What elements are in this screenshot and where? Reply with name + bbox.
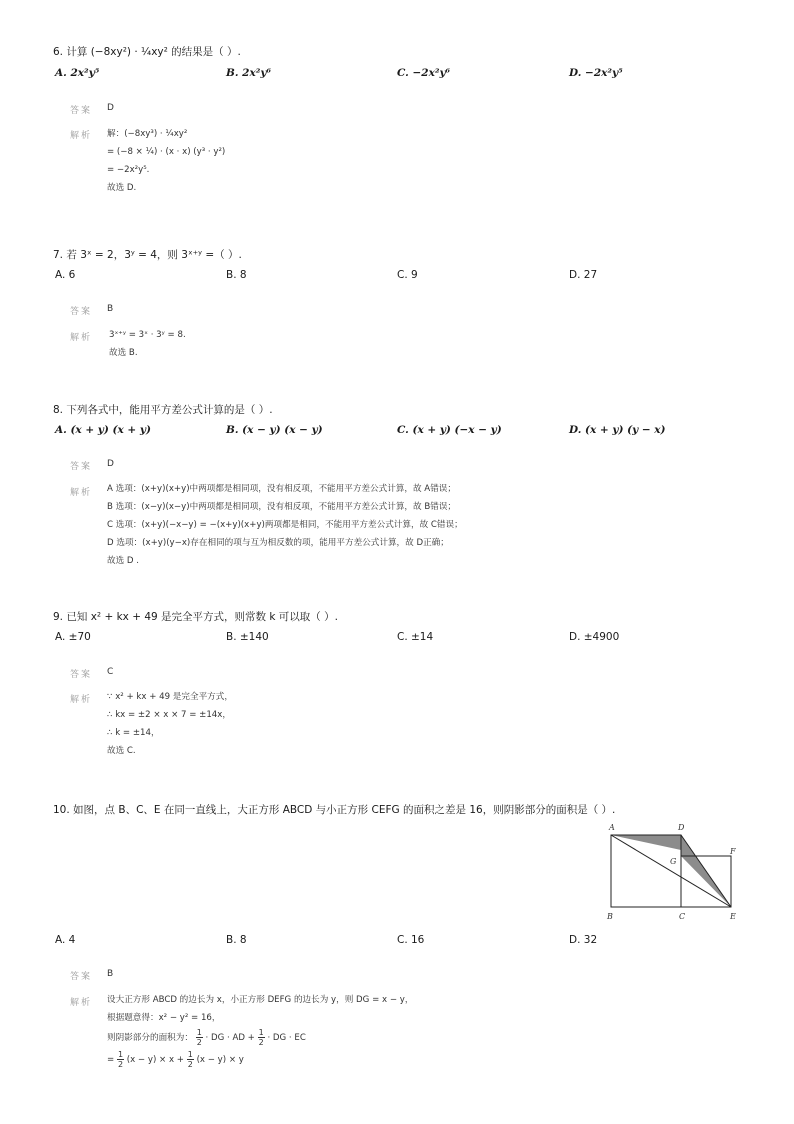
q7-solution-line: 故选 B.: [109, 348, 138, 358]
q10-solution-text: (x − y) × x +: [126, 1055, 184, 1065]
q10-solution-text: (x − y) × y: [196, 1055, 244, 1065]
q7-solution-line: 3ˣ⁺ʸ = 3ˣ · 3ʸ = 8.: [109, 330, 186, 340]
q8-solution-line: D 选项：(x+y)(y−x)存在相同的项与互为相反数的项，能用平方差公式计算，故 D正确；: [107, 538, 449, 548]
q10-solution-text: · DG · EC: [267, 1033, 306, 1043]
label-d: D: [678, 823, 685, 832]
q10-option-b: B. 8: [226, 934, 247, 946]
q7-solution: [109, 326, 186, 362]
label-a: A: [609, 823, 615, 832]
q10-option-a: A. 4: [55, 934, 76, 946]
q7-analysis-label: 解析: [70, 333, 93, 343]
shaded-triangle-top: [611, 835, 681, 850]
label-g: G: [670, 857, 677, 866]
q10-stem: 10. 如图，点 B、C、E 在同一直线上，大正方形 ABCD 与小正方形 CEFG 的面积之差是 16，则阴影部分的面积是（ ）.: [53, 804, 616, 816]
q8-option-a: A. (x + y) (x + y): [55, 424, 151, 436]
q9-option-a: A. ±70: [55, 631, 91, 643]
q9-option-d: D. ±4900: [569, 631, 620, 643]
q10-solution-line: 根据题意得：x² − y² = 16，: [107, 1013, 221, 1023]
q7-option-c: C. 9: [397, 269, 418, 281]
q10-solution-text: · DG · AD +: [205, 1033, 255, 1043]
q8-solution-line: B 选项：(x−y)(x−y)中两项都是相同项，没有相反项，不能用平方差公式计算，故 B错误；: [107, 502, 457, 512]
q8-option-c: C. (x + y) (−x − y): [397, 424, 502, 436]
q8-option-b: B. (x − y) (x − y): [226, 424, 323, 436]
line-de: [681, 835, 731, 907]
q10-option-c: C. 16: [397, 934, 425, 946]
q10-solution-text: 则阴影部分的面积为：: [107, 1033, 193, 1043]
label-e: E: [730, 912, 736, 921]
q8-option-d: D. (x + y) (y − x): [569, 424, 666, 436]
q10-solution-line: [107, 1049, 413, 1071]
q10-solution-text: =: [107, 1055, 115, 1065]
square-figure: [600, 820, 750, 925]
q9-solution-line: ∵ x² + kx + 49 是完全平方式，: [107, 692, 233, 702]
q10-solution-line: 设大正方形 ABCD 的边长为 x，小正方形 DEFG 的边长为 y，则 DG = x − y，: [107, 995, 414, 1005]
q9-stem: 9. 已知 x² + kx + 49 是完全平方式，则常数 k 可以取（ ）.: [53, 611, 338, 623]
q8-answer: D: [107, 459, 114, 469]
q9-answer-label: 答案: [70, 670, 93, 680]
fraction-half: $\frac{1}{2}$: [258, 1028, 264, 1047]
q7-answer-label: 答案: [70, 307, 93, 317]
q7-answer: B: [107, 304, 114, 314]
q8-answer-label: 答案: [70, 462, 93, 472]
q6-answer: D: [107, 103, 114, 113]
q10-option-d: D. 32: [569, 934, 598, 946]
q8-solution-line: 故选 D .: [107, 556, 140, 566]
q8-stem: 8. 下列各式中，能用平方差公式计算的是（ ）.: [53, 404, 273, 416]
q7-option-d: D. 27: [569, 269, 598, 281]
q8-solution-line: C 选项：(x+y)(−x−y) = −(x+y)(x+y)两项都是相同，不能用平方差公式计算，故 C错误；: [107, 520, 463, 530]
q8-solution-line: A 选项：(x+y)(x+y)中两项都是相同项，没有相反项，不能用平方差公式计算，故 A错误；: [107, 484, 456, 494]
q6-option-d: D. −2x²y⁵: [569, 67, 623, 79]
q9-option-b: B. ±140: [226, 631, 269, 643]
q8-analysis-label: 解析: [70, 488, 93, 498]
q9-answer: C: [107, 667, 114, 677]
q6-solution: [107, 125, 225, 197]
q10-solution: [107, 991, 413, 1071]
q9-solution-line: ∴ k = ±14，: [107, 728, 160, 738]
q9-option-c: C. ±14: [397, 631, 434, 643]
fraction-half: $\frac{1}{2}$: [117, 1050, 124, 1069]
q7-option-b: B. 8: [226, 269, 247, 281]
q9-solution-line: 故选 C.: [107, 746, 136, 756]
q10-analysis-label: 解析: [70, 998, 93, 1008]
q6-solution-line: 故选 D.: [107, 183, 137, 193]
q9-solution-line: ∴ kx = ±2 × x × 7 = ±14x，: [107, 710, 231, 720]
q7-stem: 7. 若 3ˣ = 2，3ʸ = 4，则 3ˣ⁺ʸ =（ ）.: [53, 249, 242, 261]
q10-solution-line: [107, 1027, 413, 1049]
q10-answer: B: [107, 969, 114, 979]
q6-stem: 6. 计算 (−8xy²) · ¼xy² 的结果是（ ）.: [53, 46, 241, 58]
q9-analysis-label: 解析: [70, 695, 93, 705]
q6-option-c: C. −2x²y⁶: [397, 67, 451, 79]
q10-answer-label: 答案: [70, 972, 93, 982]
q6-solution-line: 解：(−8xy³) · ¼xy²: [107, 129, 188, 139]
fraction-half: $\frac{1}{2}$: [196, 1028, 202, 1047]
label-f: F: [730, 847, 736, 856]
q6-solution-line: = (−8 × ¼) · (x · x) (y³ · y²): [107, 147, 226, 157]
q6-option-a: A. 2x²y⁵: [55, 67, 100, 79]
q8-solution: [107, 480, 463, 570]
q6-analysis-label: 解析: [70, 131, 93, 141]
label-c: C: [679, 912, 686, 921]
q6-solution-line: = −2x²y⁵.: [107, 165, 150, 175]
label-b: B: [607, 912, 613, 921]
q9-solution: [107, 688, 233, 760]
fraction-half: $\frac{1}{2}$: [187, 1050, 193, 1069]
q6-answer-label: 答案: [70, 106, 93, 116]
q7-option-a: A. 6: [55, 269, 76, 281]
q6-option-b: B. 2x²y⁶: [226, 67, 272, 79]
